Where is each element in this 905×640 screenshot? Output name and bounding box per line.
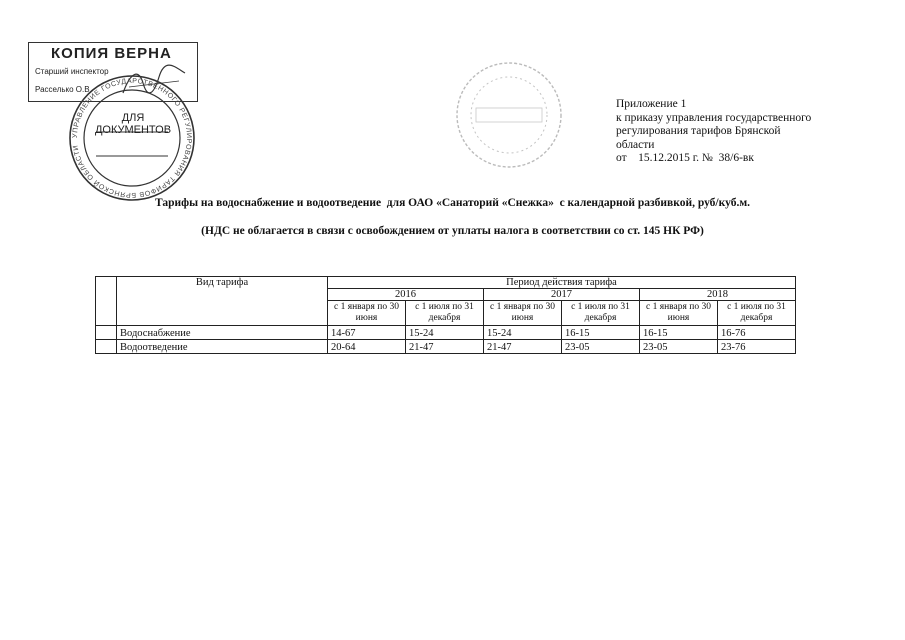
header-period: Период действия тарифа	[328, 277, 796, 289]
faint-seal-icon	[452, 58, 567, 173]
seal-inner-text	[92, 112, 174, 136]
seal-ring-icon	[62, 68, 202, 208]
header-tariff-kind: Вид тарифа	[117, 277, 328, 326]
document-title: Тарифы на водоснабжение и водоотведение для ОАО «Санаторий «Снежка» с календарной разбивкой, руб/куб.м.	[154, 197, 751, 209]
row-value: 15-24	[406, 326, 484, 340]
row-index-cell	[96, 326, 117, 340]
seal-inner-line: ДЛЯ	[121, 112, 145, 124]
row-tariff-name: Водоснабжение	[117, 326, 328, 340]
header-half-second: с 1 июля по 31 декабря	[718, 301, 796, 326]
row-value: 21-47	[484, 340, 562, 354]
row-value: 14-67	[328, 326, 406, 340]
header-year: 2017	[484, 289, 640, 301]
row-value: 16-15	[562, 326, 640, 340]
appendix-date-line: от 15.12.2015 г. № 38/6-вк	[616, 152, 754, 164]
row-value: 21-47	[406, 340, 484, 354]
stamp-person: Расселько О.В.	[35, 85, 92, 94]
row-value: 23-05	[640, 340, 718, 354]
row-value: 16-76	[718, 326, 796, 340]
row-value: 23-76	[718, 340, 796, 354]
row-value: 20-64	[328, 340, 406, 354]
row-index-cell	[96, 340, 117, 354]
index-column-cell	[96, 277, 117, 326]
row-value: 23-05	[562, 340, 640, 354]
row-tariff-name: Водоотведение	[117, 340, 328, 354]
row-value: 16-15	[640, 326, 718, 340]
header-half-first: с 1 января по 30 июня	[640, 301, 718, 326]
header-half-first: с 1 января по 30 июня	[328, 301, 406, 326]
appendix-block	[616, 98, 866, 166]
row-value: 15-24	[484, 326, 562, 340]
seal-inner-line: ДОКУМЕНТОВ	[94, 124, 172, 136]
header-year: 2018	[640, 289, 796, 301]
header-half-second: с 1 июля по 31 декабря	[562, 301, 640, 326]
appendix-line: области	[616, 138, 655, 151]
tariff-table	[95, 276, 796, 354]
header-year: 2016	[328, 289, 484, 301]
documents-seal	[62, 68, 202, 208]
stamp-title: КОПИЯ ВЕРНА	[51, 45, 172, 62]
appendix-line: регулирования тарифов Брянской	[616, 125, 781, 137]
table-row	[96, 326, 796, 340]
seal-ring-text: УПРАВЛЕНИЕ ГОСУДАРСТВЕННОГО РЕГУЛИРОВАНИЯ ТАРИФОВ БРЯНСКОЙ ОБЛАСТИ	[71, 77, 193, 199]
stamp-position: Старший инспектор	[35, 67, 109, 76]
svg-text:УПРАВЛЕНИЕ ГОСУДАРСТВЕННОГО РЕ	[72, 78, 192, 198]
vat-note: (НДС не облагается в связи с освобождением от уплаты налога в соответствии со ст. 145 НК РФ)	[201, 225, 704, 237]
appendix-line: к приказу управления государственного	[616, 111, 812, 124]
header-half-first: с 1 января по 30 июня	[484, 301, 562, 326]
header-half-second: с 1 июля по 31 декабря	[406, 301, 484, 326]
table-row	[96, 340, 796, 354]
appendix-line: Приложение 1	[616, 98, 687, 110]
